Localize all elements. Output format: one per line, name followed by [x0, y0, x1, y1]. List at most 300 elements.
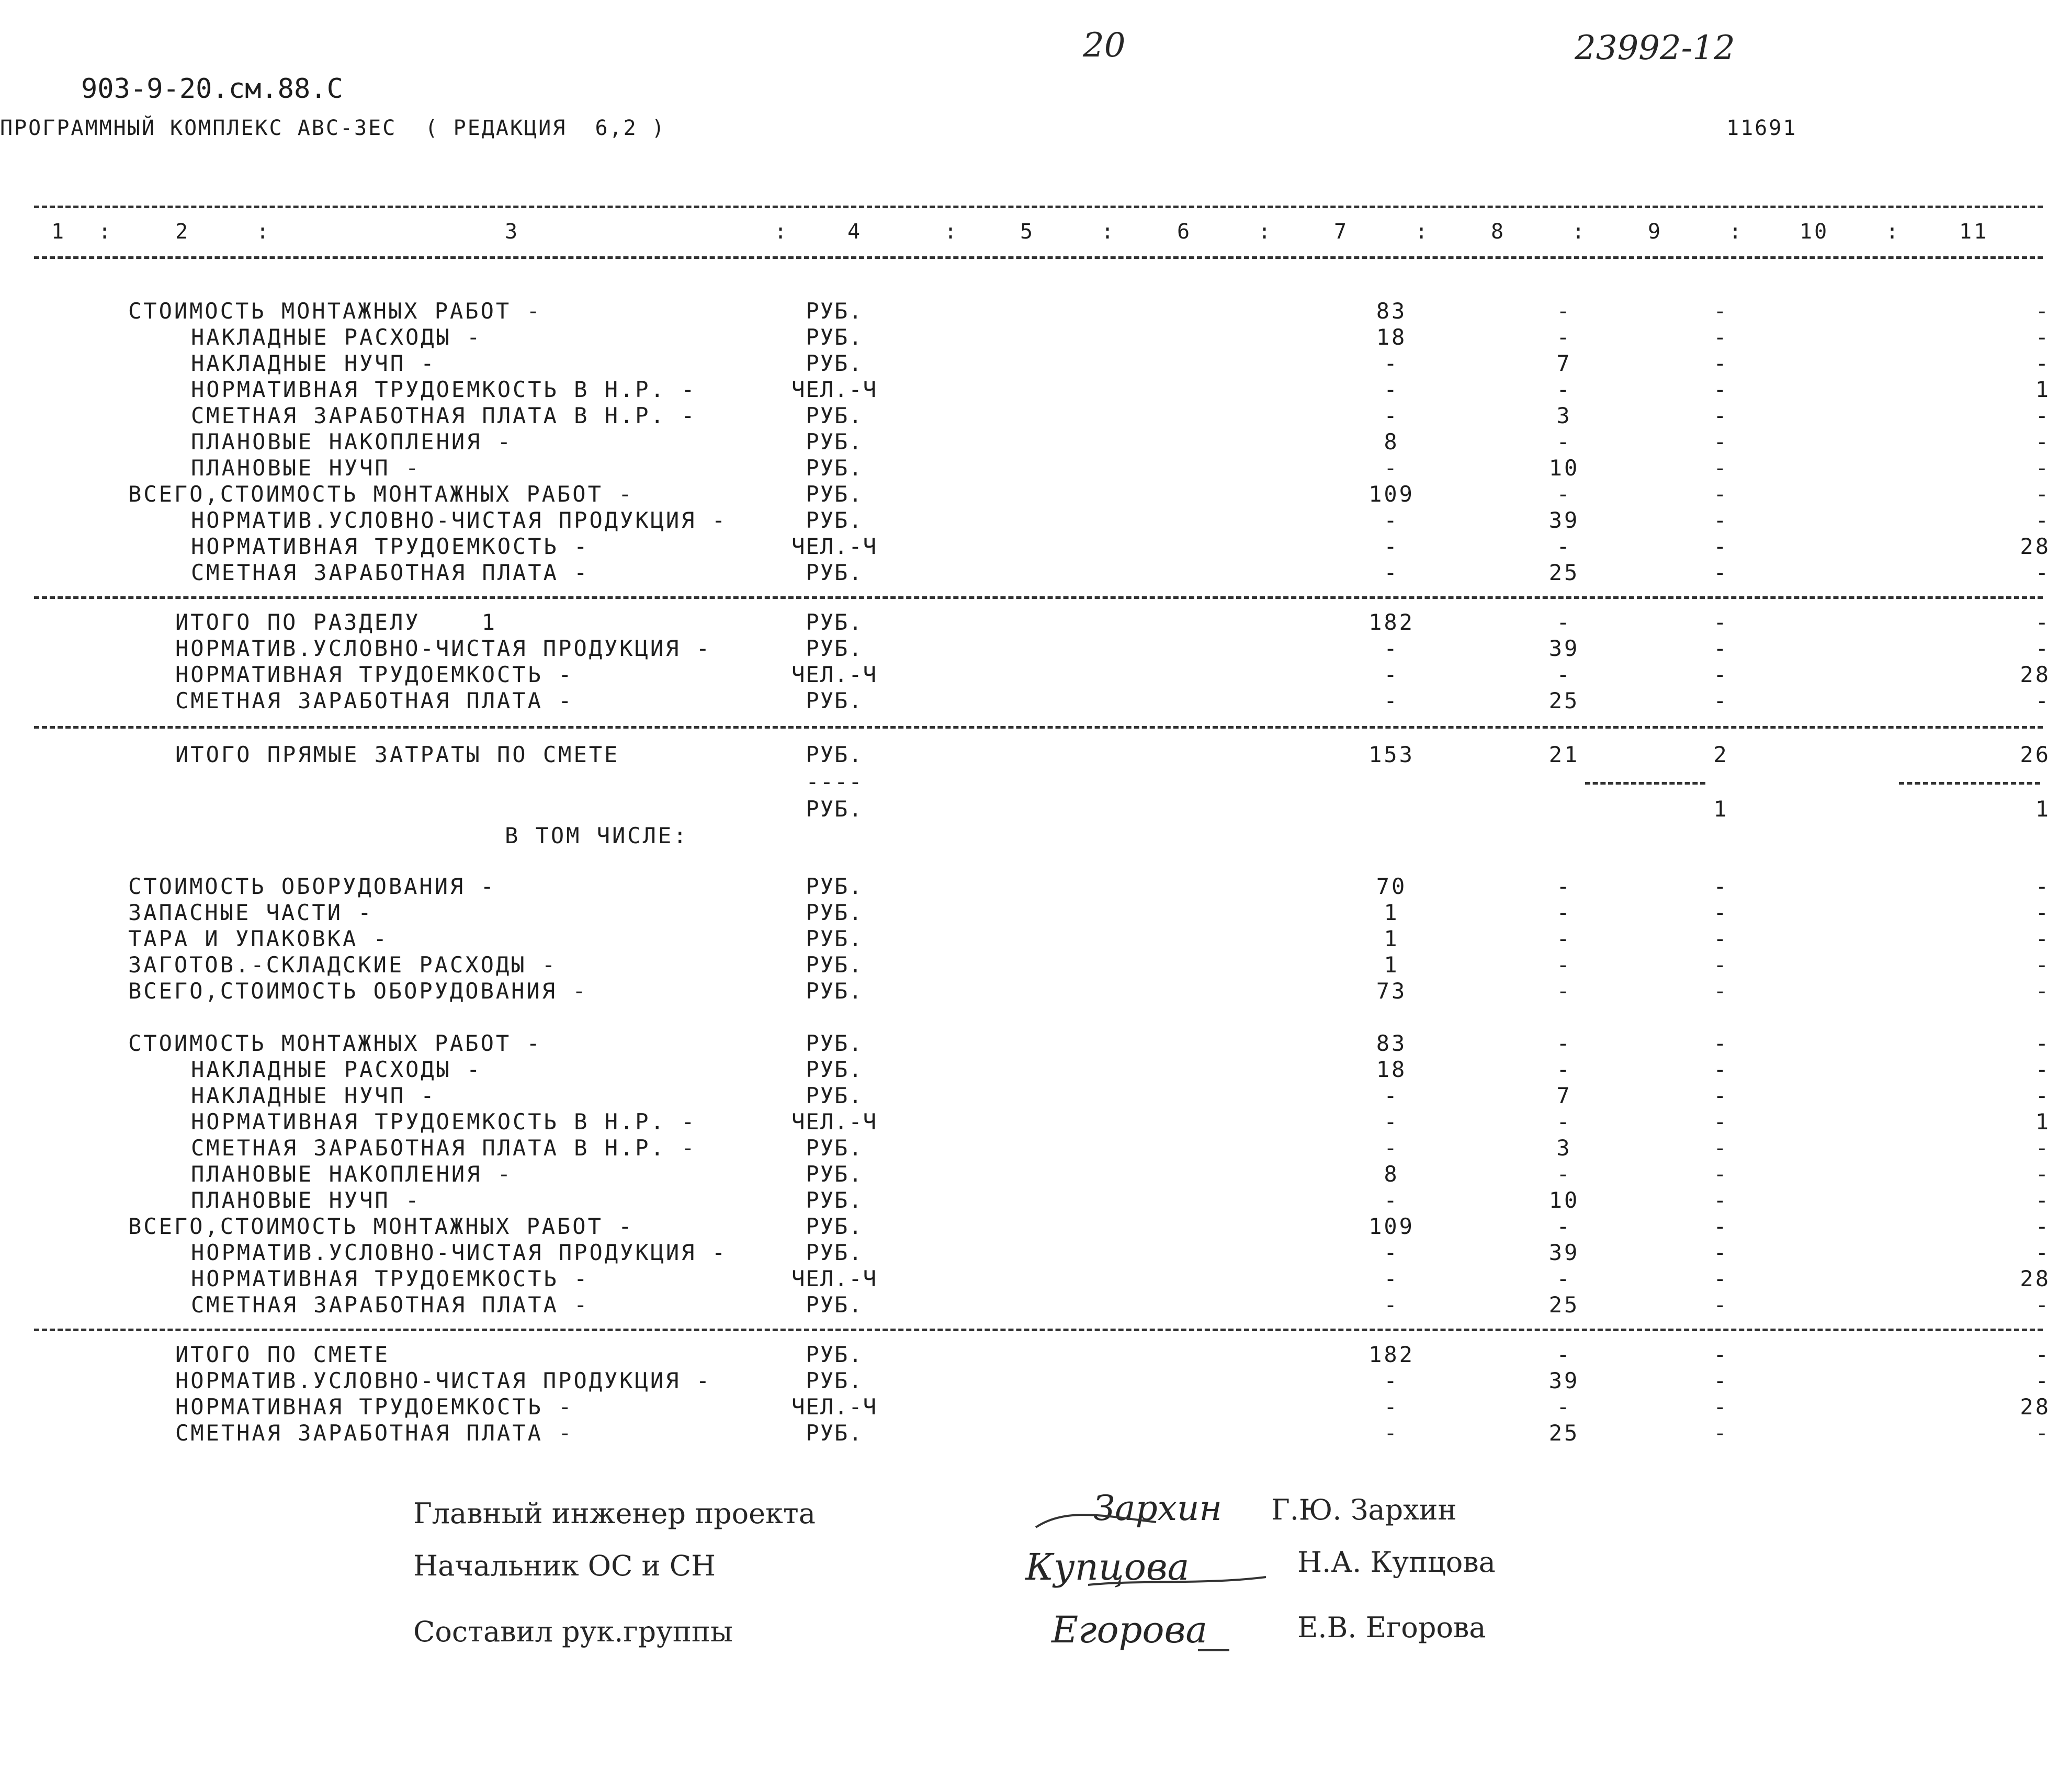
col-sep: :	[1729, 220, 1744, 244]
row-unit: РУБ.	[806, 1161, 863, 1187]
row-label: НОРМАТИВ.УСЛОВНО-ЧИСТАЯ ПРОДУКЦИЯ -	[191, 1240, 728, 1265]
row-col9: -	[1713, 1368, 1729, 1393]
signer-name: Г.Ю. Зархин	[1271, 1493, 1457, 1526]
table-row	[0, 1030, 2070, 1057]
row-label: СТОИМОСТЬ МОНТАЖНЫХ РАБОТ -	[128, 1030, 542, 1056]
col-sep: :	[1101, 220, 1116, 244]
table-row	[0, 481, 2070, 507]
row-unit-underline: ----	[806, 769, 863, 795]
row-col8: 25	[1548, 1292, 1580, 1318]
row-col7: -	[1384, 1266, 1399, 1291]
row-col9: -	[1713, 350, 1729, 376]
row-label: НОРМАТИВНАЯ ТРУДОЕМКОСТЬ -	[175, 1394, 574, 1420]
row-col11: -	[2035, 1213, 2051, 1239]
row-col9: -	[1713, 481, 1729, 507]
row-label: СМЕТНАЯ ЗАРАБОТНАЯ ПЛАТА -	[191, 1292, 590, 1318]
row-unit: РУБ.	[806, 1213, 863, 1239]
row-label: НОРМАТИВ.УСЛОВНО-ЧИСТАЯ ПРОДУКЦИЯ -	[191, 507, 728, 533]
table-row	[0, 560, 2070, 586]
row-unit: РУБ.	[806, 507, 863, 533]
row-label: ПЛАНОВЫЕ НУЧП -	[191, 1187, 421, 1213]
row-label: НОРМАТИВНАЯ ТРУДОЕМКОСТЬ В Н.Р. -	[191, 377, 697, 402]
page-number: 20	[1083, 26, 1126, 65]
row-label: СМЕТНАЯ ЗАРАБОТНАЯ ПЛАТА В Н.Р. -	[191, 403, 697, 428]
row-col11: -	[2035, 507, 2051, 533]
row-col8: 39	[1548, 1368, 1580, 1393]
table-row	[0, 1420, 2070, 1446]
row-label: НОРМАТИВНАЯ ТРУДОЕМКОСТЬ -	[191, 534, 590, 559]
row-col9: -	[1713, 1213, 1729, 1239]
row-unit: РУБ.	[806, 742, 863, 767]
row-unit: РУБ.	[806, 978, 863, 1004]
row-col9: -	[1713, 636, 1729, 661]
col-sep: :	[1258, 220, 1273, 244]
col-sep: :	[1572, 220, 1587, 244]
row-col8: 39	[1548, 507, 1580, 533]
row-col9: -	[1713, 1083, 1729, 1108]
row-unit: РУБ.	[806, 874, 863, 899]
row-col8: -	[1556, 1394, 1572, 1420]
series-code: 903-9-20.см.88.С	[81, 73, 343, 105]
row-col7: 1	[1384, 900, 1399, 925]
row-col8: 7	[1556, 350, 1572, 376]
row-label: СМЕТНАЯ ЗАРАБОТНАЯ ПЛАТА -	[191, 560, 590, 585]
row-unit: РУБ.	[806, 1135, 863, 1161]
row-col9: -	[1713, 1135, 1729, 1161]
row-col8: 39	[1548, 636, 1580, 661]
table-row	[0, 874, 2070, 900]
row-col7: 8	[1384, 429, 1399, 455]
row-col7: -	[1384, 1109, 1399, 1135]
col-header-10: 10	[1800, 220, 1829, 244]
row-col11: -	[2035, 1135, 2051, 1161]
row-label: НОРМАТИВНАЯ ТРУДОЕМКОСТЬ В Н.Р. -	[191, 1109, 697, 1135]
row-label: ПЛАНОВЫЕ НУЧП -	[191, 455, 421, 481]
table-row	[0, 350, 2070, 377]
row-col8: -	[1556, 534, 1572, 559]
row-col9: -	[1713, 1292, 1729, 1318]
row-unit: ЧЕЛ.-Ч	[791, 534, 877, 559]
row-col11: -	[2035, 609, 2051, 635]
row-col9: -	[1713, 1240, 1729, 1265]
row-col8: -	[1556, 481, 1572, 507]
row-unit: ЧЕЛ.-Ч	[791, 1394, 877, 1420]
table-row	[0, 324, 2070, 350]
row-unit: РУБ.	[806, 455, 863, 481]
row-unit: РУБ.	[806, 560, 863, 585]
row-col8: 25	[1548, 688, 1580, 713]
row-unit: РУБ.	[806, 1187, 863, 1213]
section-divider	[34, 726, 2043, 729]
row-col11: -	[2035, 874, 2051, 899]
row-col11: 28	[2020, 662, 2051, 687]
row-col7: 109	[1368, 481, 1415, 507]
row-unit: РУБ.	[806, 350, 863, 376]
row-col8: -	[1556, 324, 1572, 350]
row-col11: -	[2035, 324, 2051, 350]
row-col9: 1	[1713, 796, 1729, 822]
row-col7: 83	[1376, 1030, 1407, 1056]
row-col11: -	[2035, 952, 2051, 978]
column-header-row	[0, 219, 2070, 245]
row-col11: 28	[2020, 534, 2051, 559]
table-row	[0, 823, 2070, 849]
col-sep: :	[944, 220, 959, 244]
row-col9: -	[1713, 507, 1729, 533]
row-col11: 1	[2035, 377, 2051, 402]
table-row	[0, 1394, 2070, 1420]
row-col11: -	[2035, 1292, 2051, 1318]
row-col7: -	[1384, 688, 1399, 713]
col-sep: :	[1886, 220, 1901, 244]
row-col8: -	[1556, 900, 1572, 925]
row-col7: -	[1384, 507, 1399, 533]
col-sep: :	[98, 220, 114, 244]
row-col9: -	[1713, 1420, 1729, 1446]
header-rule-bottom	[34, 256, 2043, 259]
row-col11: 1	[2035, 796, 2051, 822]
unit-underline	[0, 769, 2070, 795]
row-col9: -	[1713, 978, 1729, 1004]
row-col9: -	[1713, 403, 1729, 428]
row-col8: -	[1556, 1213, 1572, 1239]
row-col9: -	[1713, 1187, 1729, 1213]
col-header-5: 5	[1020, 220, 1035, 244]
header-rule-top	[34, 206, 2043, 208]
row-label: НОРМАТИВ.УСЛОВНО-ЧИСТАЯ ПРОДУКЦИЯ -	[175, 636, 712, 661]
table-row	[0, 377, 2070, 403]
row-col8: -	[1556, 1342, 1572, 1367]
row-col9: -	[1713, 688, 1729, 713]
row-col9: -	[1713, 1266, 1729, 1291]
table-row	[0, 1083, 2070, 1109]
row-unit: РУБ.	[806, 1240, 863, 1265]
row-label: ИТОГО ПРЯМЫЕ ЗАТРАТЫ ПО СМЕТЕ	[175, 742, 620, 767]
program-line: ПРОГРАММНЫЙ КОМПЛЕКС АВС-3ЕС ( РЕДАКЦИЯ 6,2 )	[0, 116, 666, 140]
row-col8: -	[1556, 1109, 1572, 1135]
col-header-3: 3	[505, 220, 520, 244]
row-col11: -	[2035, 429, 2051, 455]
row-unit: РУБ.	[806, 429, 863, 455]
row-col8: -	[1556, 874, 1572, 899]
row-unit: РУБ.	[806, 403, 863, 428]
row-col7: -	[1384, 1135, 1399, 1161]
row-col11: -	[2035, 481, 2051, 507]
row-col11: 1	[2035, 1109, 2051, 1135]
row-label: ИТОГО ПО РАЗДЕЛУ 1	[175, 609, 497, 635]
table-row	[0, 1368, 2070, 1394]
row-col8: -	[1556, 377, 1572, 402]
table-row	[0, 403, 2070, 429]
row-col11: -	[2035, 926, 2051, 951]
table-row	[0, 1240, 2070, 1266]
row-unit: РУБ.	[806, 1057, 863, 1082]
row-col8: 10	[1548, 1187, 1580, 1213]
handwritten-signature: Егорова	[1051, 1608, 1208, 1651]
row-col11: -	[2035, 1240, 2051, 1265]
row-col11: -	[2035, 900, 2051, 925]
row-col7: 153	[1368, 742, 1415, 767]
row-col8: -	[1556, 1161, 1572, 1187]
col-sep: :	[1415, 220, 1430, 244]
row-col11: -	[2035, 1030, 2051, 1056]
table-row	[0, 609, 2070, 636]
row-col8: -	[1556, 298, 1572, 324]
row-unit: РУБ.	[806, 688, 863, 713]
row-label: ВСЕГО,СТОИМОСТЬ МОНТАЖНЫХ РАБОТ -	[128, 1213, 634, 1239]
row-col8: -	[1556, 1057, 1572, 1082]
signature-role: Начальник ОС и СН	[413, 1549, 716, 1582]
row-label: НАКЛАДНЫЕ РАСХОДЫ -	[191, 1057, 482, 1082]
table-row	[0, 1187, 2070, 1213]
row-col9: -	[1713, 1057, 1729, 1082]
handwritten-signature: Зархин	[1093, 1488, 1222, 1528]
row-label: НОРМАТИВ.УСЛОВНО-ЧИСТАЯ ПРОДУКЦИЯ -	[175, 1368, 712, 1393]
row-col7: -	[1384, 1394, 1399, 1420]
table-row	[0, 1292, 2070, 1318]
row-col11: -	[2035, 978, 2051, 1004]
row-col7: 83	[1376, 298, 1407, 324]
row-col7: 1	[1384, 926, 1399, 951]
table-row	[0, 978, 2070, 1004]
row-col9: -	[1713, 952, 1729, 978]
row-unit: РУБ.	[806, 1420, 863, 1446]
table-row	[0, 926, 2070, 952]
row-col7: -	[1384, 1292, 1399, 1318]
row-label: ЗАПАСНЫЕ ЧАСТИ -	[128, 900, 374, 925]
row-col11: -	[2035, 560, 2051, 585]
row-col9: -	[1713, 455, 1729, 481]
row-unit: РУБ.	[806, 1292, 863, 1318]
row-col7: -	[1384, 377, 1399, 402]
row-col9: -	[1713, 534, 1729, 559]
row-unit: ЧЕЛ.-Ч	[791, 1109, 877, 1135]
row-col7: 109	[1368, 1213, 1415, 1239]
row-col11: -	[2035, 1187, 2051, 1213]
row-unit: РУБ.	[806, 926, 863, 951]
row-unit: РУБ.	[806, 298, 863, 324]
row-col8: -	[1556, 609, 1572, 635]
table-row	[0, 1266, 2070, 1292]
col9-divider	[1585, 782, 1705, 785]
row-col7: -	[1384, 534, 1399, 559]
handwritten-signature: Купцова	[1025, 1546, 1190, 1589]
row-col7: -	[1384, 662, 1399, 687]
row-col9: -	[1713, 609, 1729, 635]
table-row	[0, 534, 2070, 560]
row-col9: -	[1713, 1342, 1729, 1367]
row-col8: 25	[1548, 1420, 1580, 1446]
row-col11: -	[2035, 1420, 2051, 1446]
row-col8: 7	[1556, 1083, 1572, 1108]
v-tom-chisle-label: В ТОМ ЧИСЛЕ:	[505, 823, 689, 848]
row-col8: -	[1556, 952, 1572, 978]
table-row	[0, 1161, 2070, 1187]
row-col11: -	[2035, 403, 2051, 428]
row-label: СМЕТНАЯ ЗАРАБОТНАЯ ПЛАТА -	[175, 1420, 574, 1446]
col-header-2: 2	[175, 220, 190, 244]
row-col9: 2	[1713, 742, 1729, 767]
row-unit: РУБ.	[806, 1083, 863, 1108]
row-col8: -	[1556, 926, 1572, 951]
row-label: ПЛАНОВЫЕ НАКОПЛЕНИЯ -	[191, 1161, 513, 1187]
row-label: НАКЛАДНЫЕ НУЧП -	[191, 1083, 436, 1108]
row-col8: 21	[1548, 742, 1580, 767]
row-label: НАКЛАДНЫЕ НУЧП -	[191, 350, 436, 376]
row-col8: 3	[1556, 403, 1572, 428]
col-sep: :	[256, 220, 272, 244]
row-col7: -	[1384, 1187, 1399, 1213]
row-unit: РУБ.	[806, 1368, 863, 1393]
table-row	[0, 662, 2070, 688]
row-col9: -	[1713, 1394, 1729, 1420]
row-col8: 39	[1548, 1240, 1580, 1265]
table-row	[0, 636, 2070, 662]
row-col11: -	[2035, 1057, 2051, 1082]
row-unit: РУБ.	[806, 481, 863, 507]
row-label: ВСЕГО,СТОИМОСТЬ МОНТАЖНЫХ РАБОТ -	[128, 481, 634, 507]
row-label: ВСЕГО,СТОИМОСТЬ ОБОРУДОВАНИЯ -	[128, 978, 588, 1004]
row-col7: -	[1384, 1368, 1399, 1393]
row-col9: -	[1713, 926, 1729, 951]
table-row	[0, 1213, 2070, 1240]
row-col9: -	[1713, 560, 1729, 585]
signature-role: Главный инженер проекта	[413, 1497, 816, 1530]
row-col11: -	[2035, 1083, 2051, 1108]
table-row	[0, 900, 2070, 926]
row-col8: -	[1556, 1030, 1572, 1056]
row-col9: -	[1713, 298, 1729, 324]
row-label: СМЕТНАЯ ЗАРАБОТНАЯ ПЛАТА В Н.Р. -	[191, 1135, 697, 1161]
col-header-4: 4	[847, 220, 863, 244]
row-label: НОРМАТИВНАЯ ТРУДОЕМКОСТЬ -	[191, 1266, 590, 1291]
col-header-9: 9	[1648, 220, 1663, 244]
row-col7: -	[1384, 1420, 1399, 1446]
sheet-code: 11691	[1726, 116, 1797, 140]
table-row	[0, 298, 2070, 324]
row-col11: -	[2035, 350, 2051, 376]
row-col7: -	[1384, 636, 1399, 661]
row-label: ТАРА И УПАКОВКА -	[128, 926, 389, 951]
row-col9: -	[1713, 662, 1729, 687]
row-unit: РУБ.	[806, 900, 863, 925]
row-col11: -	[2035, 636, 2051, 661]
row-col9: -	[1713, 1030, 1729, 1056]
row-col7: 1	[1384, 952, 1399, 978]
row-col8: 3	[1556, 1135, 1572, 1161]
row-unit: РУБ.	[806, 796, 863, 822]
table-row	[0, 952, 2070, 978]
col-sep: :	[774, 220, 789, 244]
col11-divider	[1899, 782, 2040, 785]
col-header-1: 1	[51, 220, 66, 244]
row-col7: 18	[1376, 1057, 1407, 1082]
signer-name: Н.А. Купцова	[1297, 1546, 1496, 1579]
table-row	[0, 796, 2070, 822]
row-col7: -	[1384, 1083, 1399, 1108]
signer-name: Е.В. Егорова	[1297, 1611, 1486, 1644]
row-col9: -	[1713, 377, 1729, 402]
row-unit: РУБ.	[806, 636, 863, 661]
row-col11: 28	[2020, 1266, 2051, 1291]
row-col7: 8	[1384, 1161, 1399, 1187]
row-col11: -	[2035, 688, 2051, 713]
row-col9: -	[1713, 429, 1729, 455]
col-header-8: 8	[1491, 220, 1506, 244]
table-row	[0, 455, 2070, 481]
row-col8: -	[1556, 1266, 1572, 1291]
row-col8: 10	[1548, 455, 1580, 481]
row-col11: -	[2035, 1368, 2051, 1393]
row-label: СТОИМОСТЬ МОНТАЖНЫХ РАБОТ -	[128, 298, 542, 324]
table-row	[0, 1109, 2070, 1135]
table-row	[0, 507, 2070, 534]
row-col9: -	[1713, 324, 1729, 350]
row-label: ИТОГО ПО СМЕТЕ	[175, 1342, 390, 1367]
table-row	[0, 1057, 2070, 1083]
row-col7: -	[1384, 560, 1399, 585]
table-row	[0, 1342, 2070, 1368]
row-label: ЗАГОТОВ.-СКЛАДСКИЕ РАСХОДЫ -	[128, 952, 558, 978]
row-col11: -	[2035, 1161, 2051, 1187]
col-header-7: 7	[1334, 220, 1349, 244]
row-col8: -	[1556, 978, 1572, 1004]
row-col7: 182	[1368, 1342, 1415, 1367]
row-col11: -	[2035, 1342, 2051, 1367]
col-header-6: 6	[1177, 220, 1192, 244]
row-col11: -	[2035, 298, 2051, 324]
row-unit: ЧЕЛ.-Ч	[791, 1266, 877, 1291]
table-row	[0, 1135, 2070, 1161]
row-label: НОРМАТИВНАЯ ТРУДОЕМКОСТЬ -	[175, 662, 574, 687]
row-unit: ЧЕЛ.-Ч	[791, 377, 877, 402]
row-col7: -	[1384, 403, 1399, 428]
row-col7: -	[1384, 350, 1399, 376]
row-unit: РУБ.	[806, 952, 863, 978]
row-unit: РУБ.	[806, 609, 863, 635]
row-unit: ЧЕЛ.-Ч	[791, 662, 877, 687]
row-col7: 73	[1376, 978, 1407, 1004]
row-unit: РУБ.	[806, 1030, 863, 1056]
document-number: 23992-12	[1575, 29, 1735, 67]
row-label: НАКЛАДНЫЕ РАСХОДЫ -	[191, 324, 482, 350]
row-col8: -	[1556, 662, 1572, 687]
row-col7: 18	[1376, 324, 1407, 350]
table-row	[0, 742, 2070, 768]
table-row	[0, 429, 2070, 455]
row-col7: -	[1384, 455, 1399, 481]
col-header-11: 11	[1959, 220, 1989, 244]
row-col11: 26	[2020, 742, 2051, 767]
section-divider	[34, 1329, 2043, 1331]
row-col9: -	[1713, 1161, 1729, 1187]
row-col8: -	[1556, 429, 1572, 455]
signature-role: Составил рук.группы	[413, 1615, 733, 1648]
row-label: ПЛАНОВЫЕ НАКОПЛЕНИЯ -	[191, 429, 513, 455]
row-col8: 25	[1548, 560, 1580, 585]
row-col7: -	[1384, 1240, 1399, 1265]
row-unit: РУБ.	[806, 324, 863, 350]
row-unit: РУБ.	[806, 1342, 863, 1367]
signature-flourish	[1025, 1506, 1297, 1674]
table-row	[0, 688, 2070, 714]
row-col11: 28	[2020, 1394, 2051, 1420]
row-col7: 182	[1368, 609, 1415, 635]
row-col9: -	[1713, 874, 1729, 899]
row-col11: -	[2035, 455, 2051, 481]
row-label: СМЕТНАЯ ЗАРАБОТНАЯ ПЛАТА -	[175, 688, 574, 713]
row-col9: -	[1713, 1109, 1729, 1135]
